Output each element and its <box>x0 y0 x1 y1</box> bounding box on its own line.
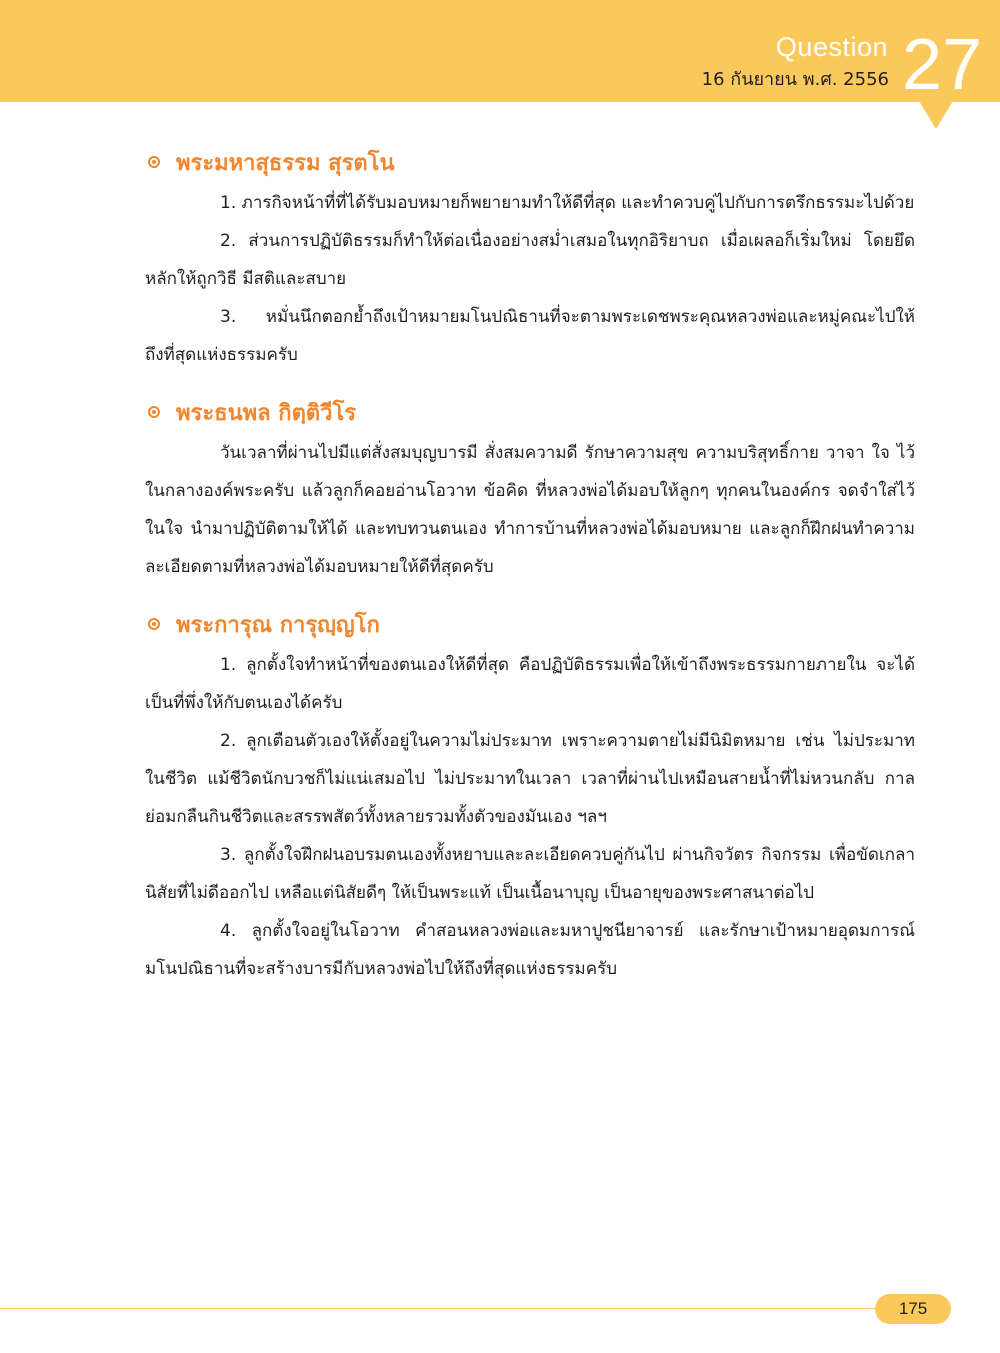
paragraph: วันเวลาที่ผ่านไปมีแต่สั่งสมบุญบารมี สั่งสมความดี รักษาความสุข ความบริสุทธิ์กาย วาจา ใจ ไว้ในกลางองค์พระครับ แล้วลูกก็คอยอ่านโอวาท ข้อคิด ที่หลวงพ่อได้มอบให้ลูกๆ ทุกคนในองค์กร จดจำใส่ไว้ในใจ นำมาปฏิบัติตามให้ได้ และทบทวนตนเอง ทำการบ้านที่หลวงพ่อได้มอบหมาย และลูกก็ฝึกฝนทำความละเอียดตามที่หลวงพ่อได้มอบหมายให้ดีที่สุดครับ <box>145 443 915 577</box>
double-circle-bullet-icon <box>148 156 160 168</box>
section-heading <box>145 390 915 434</box>
section-heading <box>145 602 915 646</box>
double-circle-bullet-icon <box>148 406 160 418</box>
paragraph: 2. ลูกเตือนตัวเองให้ตั้งอยู่ในความไม่ประมาท เพราะความตายไม่มีนิมิตหมาย เช่น ไม่ประมาทในชีวิต แม้ชีวิตนักบวชก็ไม่แน่เสมอไป ไม่ประมาทในเวลา เวลาที่ผ่านไปเหมือนสายน้ำที่ไม่หวนกลับ กาลย่อมกลืนกินชีวิตและสรรพสัตว์ทั้งหลายรวมทั้งตัวของมันเอง ฯลฯ <box>145 731 915 827</box>
page-number-badge <box>875 1294 951 1324</box>
question-number: 27 <box>902 25 983 105</box>
paragraph: 3. หมั่นนึกตอกย้ำถึงเป้าหมายมโนปณิธานที่จะตามพระเดชพระคุณหลวงพ่อและหมู่คณะไปให้ถึงที่สุดแห่งธรรมครับ <box>145 307 915 365</box>
main-content <box>145 140 915 1004</box>
section-title: พระธนพล กิตฺติวีโร <box>176 400 357 426</box>
section-title: พระการุณ การุญฺญโก <box>176 612 380 638</box>
section-title: พระมหาสุธรรม สุรตโน <box>176 150 395 176</box>
paragraph: 4. ลูกตั้งใจอยู่ในโอวาท คำสอนหลวงพ่อและมหาปูชนียาจารย์ และรักษาเป้าหมายอุดมการณ์ มโนปณิธานที่จะสร้างบารมีกับหลวงพ่อไปให้ถึงที่สุดแห่งธรรมครับ <box>145 921 915 979</box>
paragraph: 2. ส่วนการปฏิบัติธรรมก็ทำให้ต่อเนื่องอย่างสม่ำเสมอในทุกอิริยาบถ เมื่อเผลอก็เริ่มใหม่ โดยยึดหลักให้ถูกวิธี มีสติและสบาย <box>145 231 915 289</box>
section-1 <box>145 140 915 374</box>
section-2 <box>145 390 915 586</box>
header-date: 16 กันยายน พ.ศ. 2556 <box>701 69 889 90</box>
section-3 <box>145 602 915 988</box>
paragraph: 1. ภารกิจหน้าที่ที่ได้รับมอบหมายก็พยายามทำให้ดีที่สุด และทำควบคู่ไปกับการตรึกธรรมะไปด้วย <box>220 193 915 213</box>
paragraph: 1. ลูกตั้งใจทำหน้าที่ของตนเองให้ดีที่สุด คือปฏิบัติธรรมเพื่อให้เข้าถึงพระธรรมกายภายใน จะได้เป็นที่พึ่งให้กับตนเองได้ครับ <box>145 655 915 713</box>
section-heading <box>145 140 915 184</box>
header-pointer-shape <box>919 101 953 129</box>
footer-rule <box>0 1308 880 1309</box>
double-circle-bullet-icon <box>148 618 160 630</box>
page-number: 175 <box>898 1299 928 1318</box>
paragraph: 3. ลูกตั้งใจฝึกฝนอบรมตนเองทั้งหยาบและละเอียดควบคู่กันไป ผ่านกิจวัตร กิจกรรม เพื่อขัดเกลานิสัยที่ไม่ดีออกไป เหลือแต่นิสัยดีๆ ให้เป็นพระแท้ เป็นเนื้อนาบุญ เป็นอายุของพระศาสนาต่อไป <box>145 845 915 903</box>
header-label: Question <box>775 32 888 62</box>
